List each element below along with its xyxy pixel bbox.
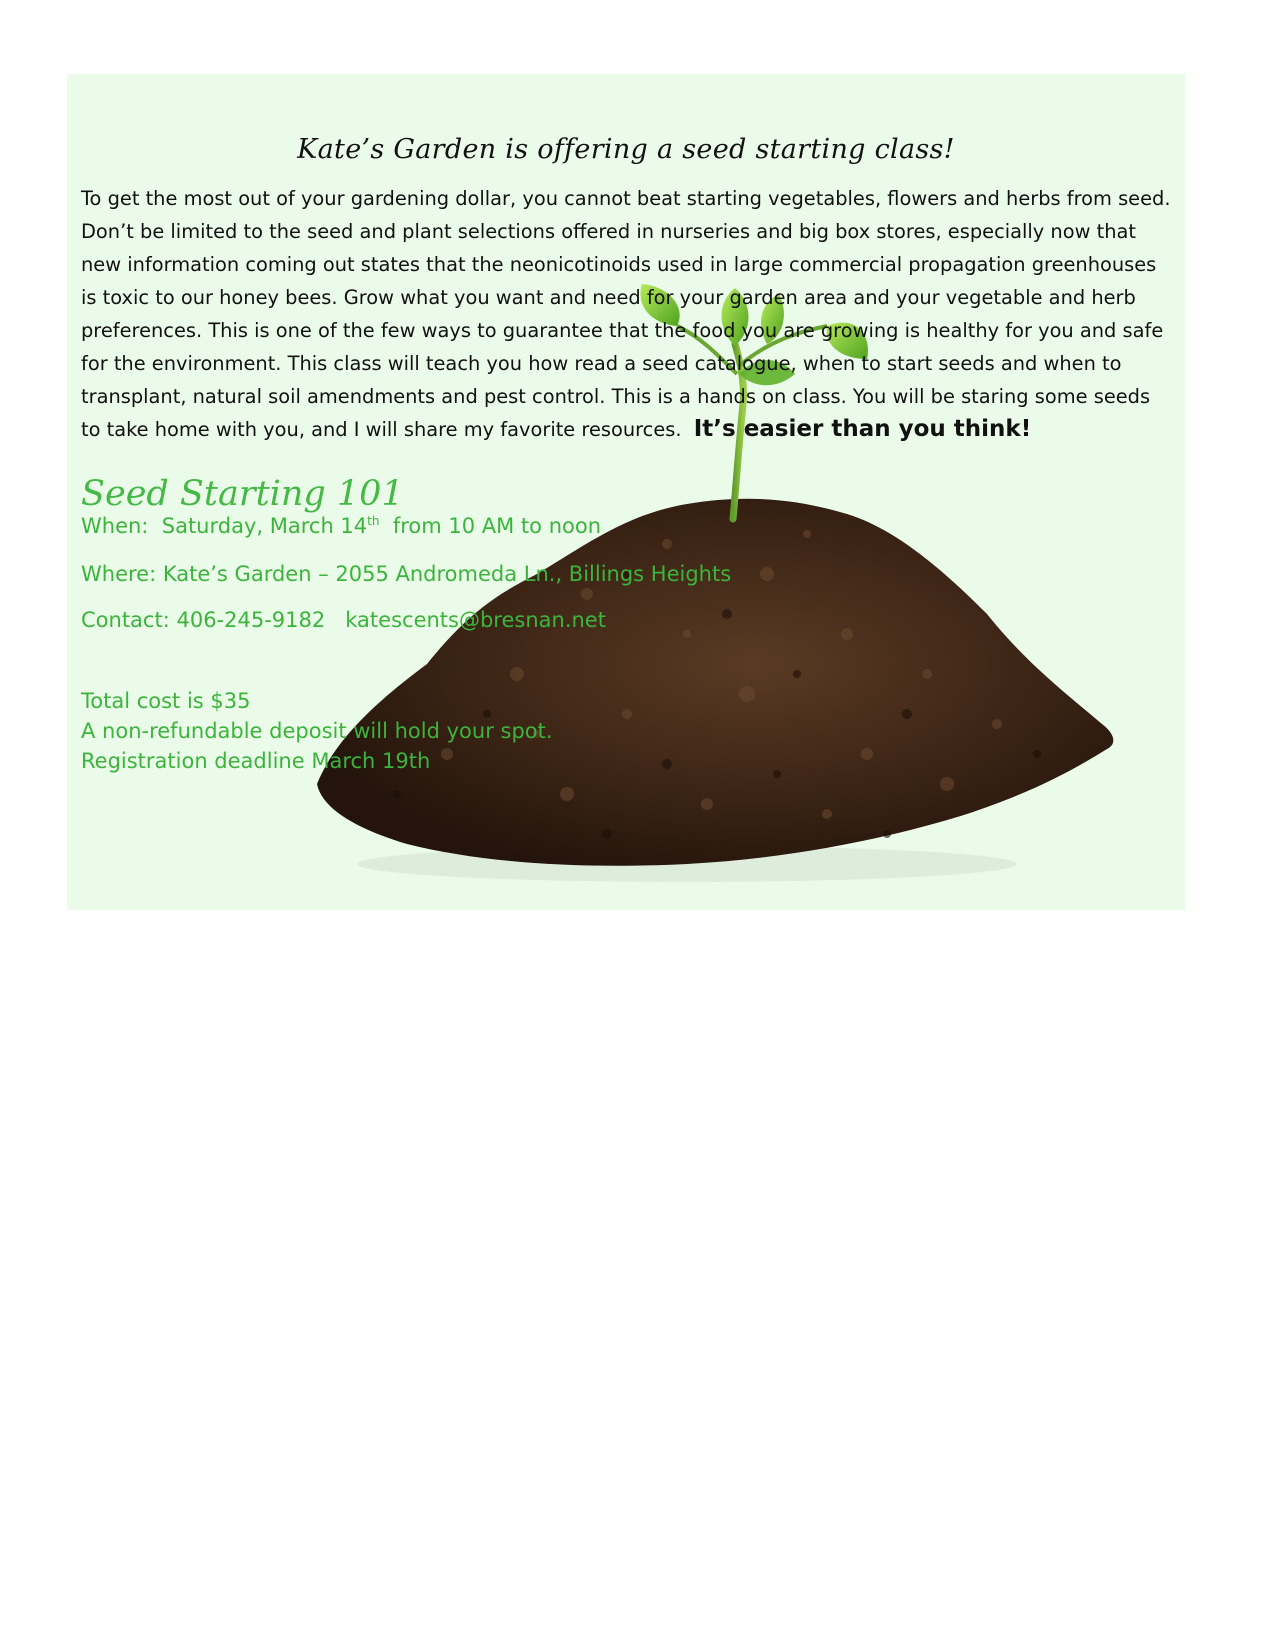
cost-block <box>81 686 553 776</box>
when-line <box>81 514 601 538</box>
contact-label: Contact: <box>81 608 170 632</box>
when-time: from 10 AM to noon <box>392 514 602 538</box>
registration-deadline: Registration deadline March 19th <box>81 749 431 773</box>
when-date-suffix: th <box>367 514 380 528</box>
flyer <box>67 74 1185 910</box>
class-heading: Seed Starting 101 <box>81 474 404 514</box>
total-cost: Total cost is $35 <box>81 689 251 713</box>
description-text: To get the most out of your gardening dollar, you cannot beat starting vegetables, flowers and herbs from seed. Don’t be limited to the seed and plant selections offered in nurseries and big box stores, especially now that new information coming out states that the neonicotinoids used in large commercial propagation greenhouses is toxic to our honey bees. Grow what you want and need for your garden area and your vegetable and herb preferences. This is one of the few ways to guarantee that the food you are growing is healthy for you and safe for the environment. This class will teach you how read a seed catalogue, when to start seeds and when to transplant, natural soil amendments and pest control. This is a hands on class. You will be staring some seeds to take home with you, and I will share my favorite resources. <box>81 187 1171 441</box>
contact-phone: 406-245-9182 <box>176 608 326 632</box>
tagline: It’s easier than you think! <box>693 416 1032 442</box>
where-line: Where: Kate’s Garden – 2055 Andromeda Ln., Billings Heights <box>81 562 732 586</box>
description-paragraph <box>81 182 1171 446</box>
when-date: Saturday, March 14 <box>161 514 368 538</box>
contact-line <box>81 608 606 632</box>
deposit-note: A non-refundable deposit will hold your spot. <box>81 719 553 743</box>
when-label: When: <box>81 514 149 538</box>
flyer-title: Kate’s Garden is offering a seed starting class! <box>297 134 955 165</box>
contact-email[interactable]: katescents@bresnan.net <box>345 608 606 632</box>
